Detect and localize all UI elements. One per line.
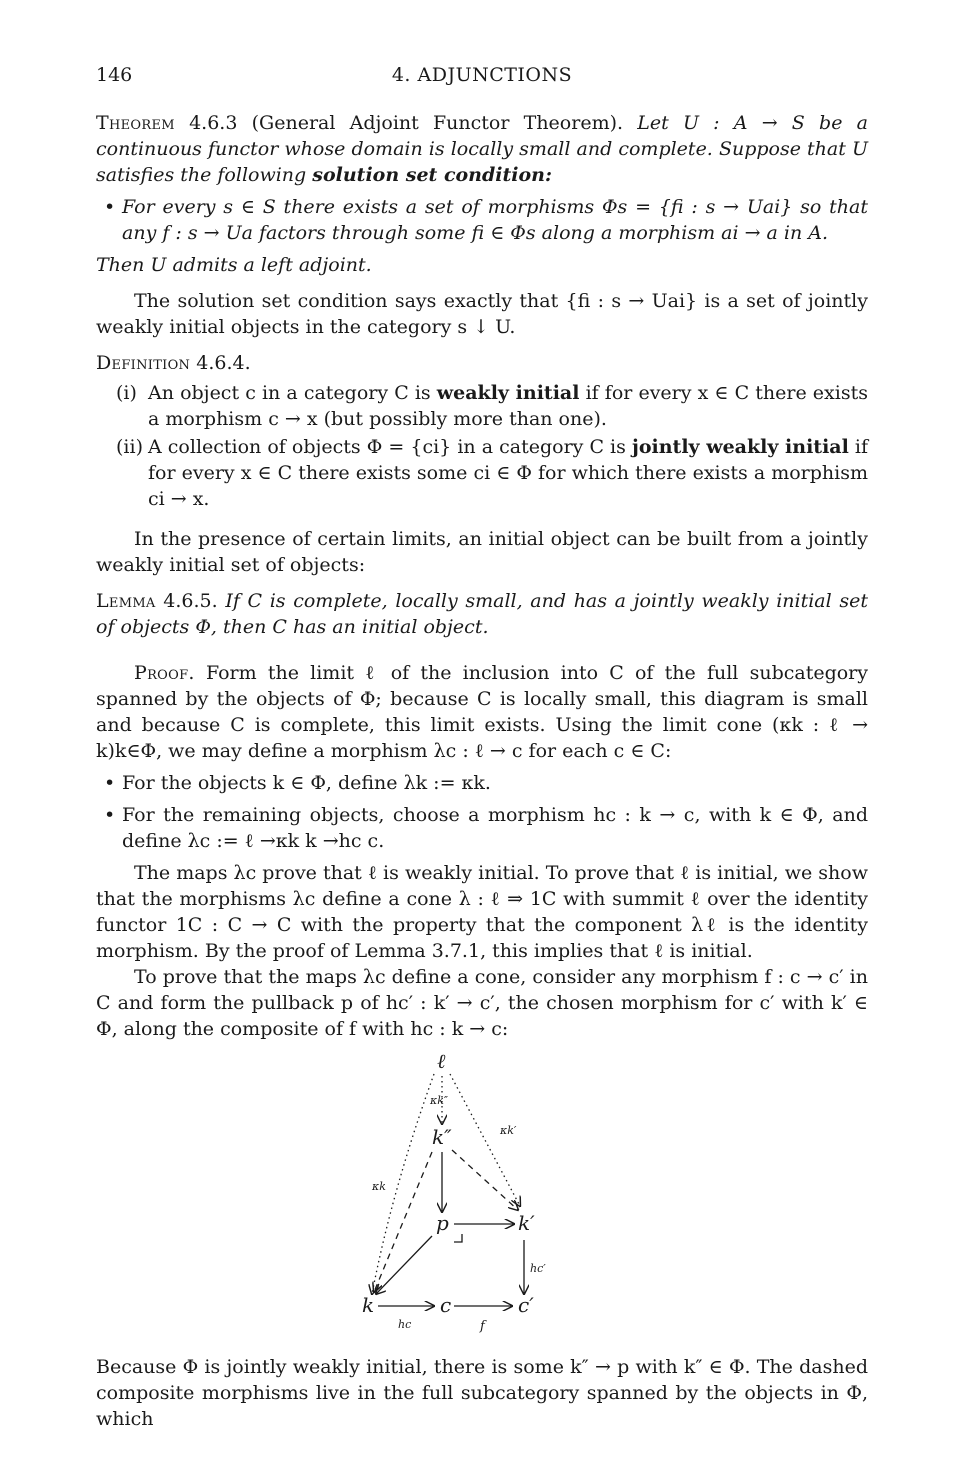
label-kappa-k: κk: [372, 1180, 386, 1193]
item-text: if for every x ∈ C there exists some ci ∈ Φ for which there exists a morphism ci → x.: [148, 436, 869, 510]
definition-label: Definition: [96, 352, 191, 374]
label-h-c: hc: [398, 1318, 412, 1331]
term-jointly-weakly-initial: jointly weakly initial: [631, 436, 849, 458]
term-weakly-initial: weakly initial: [436, 382, 580, 404]
paragraph-solution-set: The solution set condition says exactly that {fi : s → Uai} is a set of jointly weakly initial objects in the category s ↓ U.: [96, 290, 868, 338]
solution-set-condition-term: solution set condition:: [312, 164, 552, 186]
node-c: c: [440, 1293, 452, 1317]
label-kappa-k-prime: κk′: [500, 1124, 517, 1137]
lemma-label: Lemma: [96, 590, 156, 612]
item-text: A collection of objects Φ = {ci} in a category C is: [148, 436, 626, 458]
node-k-prime: k′: [518, 1211, 535, 1235]
theorem-bullet: • For every s ∈ S there exists a set of morphisms Φs = {fi : s → Uai} so that any f : s → Ua factors through some fi ∈ Φs along a morphism ai → a in A.: [122, 194, 868, 246]
page-number: 146: [96, 64, 133, 86]
item-text: An object c in a category C is: [148, 382, 431, 404]
node-p: p: [436, 1211, 449, 1235]
theorem-statement: Let U : A → S be a continuous functor whose domain is locally small and complete. Suppose that U satisfies the following: [96, 112, 868, 186]
node-k: k: [362, 1293, 375, 1317]
item-text: if for every x ∈ C there exists a morphism c → x (but possibly more than one).: [148, 382, 868, 430]
lemma-4-6-5: [96, 588, 868, 640]
proof-paragraph-2: The maps λc prove that ℓ is weakly initial. To prove that ℓ is initial, we show that the morphisms λc define a cone λ : ℓ ⇒ 1C with summit ℓ over the identity functor 1C : C → C with the property that the component λℓ is the identity morphism. By the proof of Lemma 3.7.1, this implies that ℓ is initial.: [96, 862, 868, 962]
label-kappa-k-double-prime: κk″: [430, 1094, 448, 1107]
proof-bullet-list: [96, 770, 868, 854]
label-f: f: [480, 1319, 485, 1334]
proof-text: Form the limit ℓ of the inclusion into C of the full subcategory spanned by the objects of Φ; because C is locally small, this diagram is small and because C is complete, this limit exists. Using the limit cone (κk : ℓ → k)k∈Φ, we may define a morphism λc : ℓ → c for each c ∈ C:: [96, 662, 868, 762]
definition-4-6-4: [96, 350, 868, 376]
node-c-prime: c′: [518, 1293, 534, 1317]
paragraph-presence-of-limits: In the presence of certain limits, an initial object can be built from a jointly weakly initial set of objects:: [96, 528, 868, 576]
proof-label: Proof.: [134, 662, 195, 684]
theorem-number: 4.6.3: [189, 112, 238, 134]
theorem-name: (General Adjoint Functor Theorem).: [251, 112, 624, 134]
page: [96, 62, 868, 1432]
proof-paragraph-1: [96, 660, 868, 764]
proof-bullet: • For the objects k ∈ Φ, define λk := κk.: [122, 770, 868, 796]
lemma-number: 4.6.5.: [163, 590, 218, 612]
running-header: [96, 62, 868, 88]
pullback-corner: [454, 1234, 462, 1242]
lemma-statement: If C is complete, locally small, and has a jointly weakly initial set of objects Φ, then C has an initial object.: [96, 590, 868, 638]
proof-paragraph-3: To prove that the maps λc define a cone, consider any morphism f : c → c′ in C and form the pullback p of hc′ : k′ → c′, the chosen morphism for c′ with k′ ∈ Φ, along the composite of f with hc : k → c:: [96, 966, 868, 1040]
label-h-c-prime: hc′: [530, 1262, 546, 1275]
definition-number: 4.6.4.: [196, 352, 251, 374]
node-ell: ℓ: [437, 1050, 446, 1073]
arrow-k-double-prime-to-k-prime-dashed: [452, 1150, 518, 1210]
pullback-diagram: [362, 1050, 602, 1350]
theorem-bullet-list: [96, 194, 868, 246]
arrow-p-to-k: [376, 1236, 432, 1294]
proof-paragraph-4: Because Φ is jointly weakly initial, there is some k″ → p with k″ ∈ Φ. The dashed composite morphisms live in the full subcategory spanned by the objects in Φ, which: [96, 1356, 868, 1430]
proof-bullet: • For the remaining objects, choose a morphism hc : k → c, with k ∈ Φ, and define λc := ℓ →κk k →hc c.: [122, 802, 868, 854]
definition-item: [116, 380, 868, 432]
definition-items: [96, 380, 868, 512]
arrow-kappa-k-prime: [450, 1074, 520, 1206]
chapter-title: 4. ADJUNCTIONS: [391, 64, 573, 86]
theorem-conclusion: Then U admits a left adjoint.: [96, 254, 372, 276]
theorem-label: Theorem: [96, 112, 175, 134]
definition-item: [116, 434, 869, 512]
arrow-k-double-prime-to-k-dashed: [374, 1152, 432, 1292]
item-label: (i): [116, 382, 137, 404]
node-k-double-prime: k″: [432, 1125, 452, 1149]
item-label: (ii): [116, 436, 143, 458]
theorem-4-6-3: [96, 110, 868, 188]
